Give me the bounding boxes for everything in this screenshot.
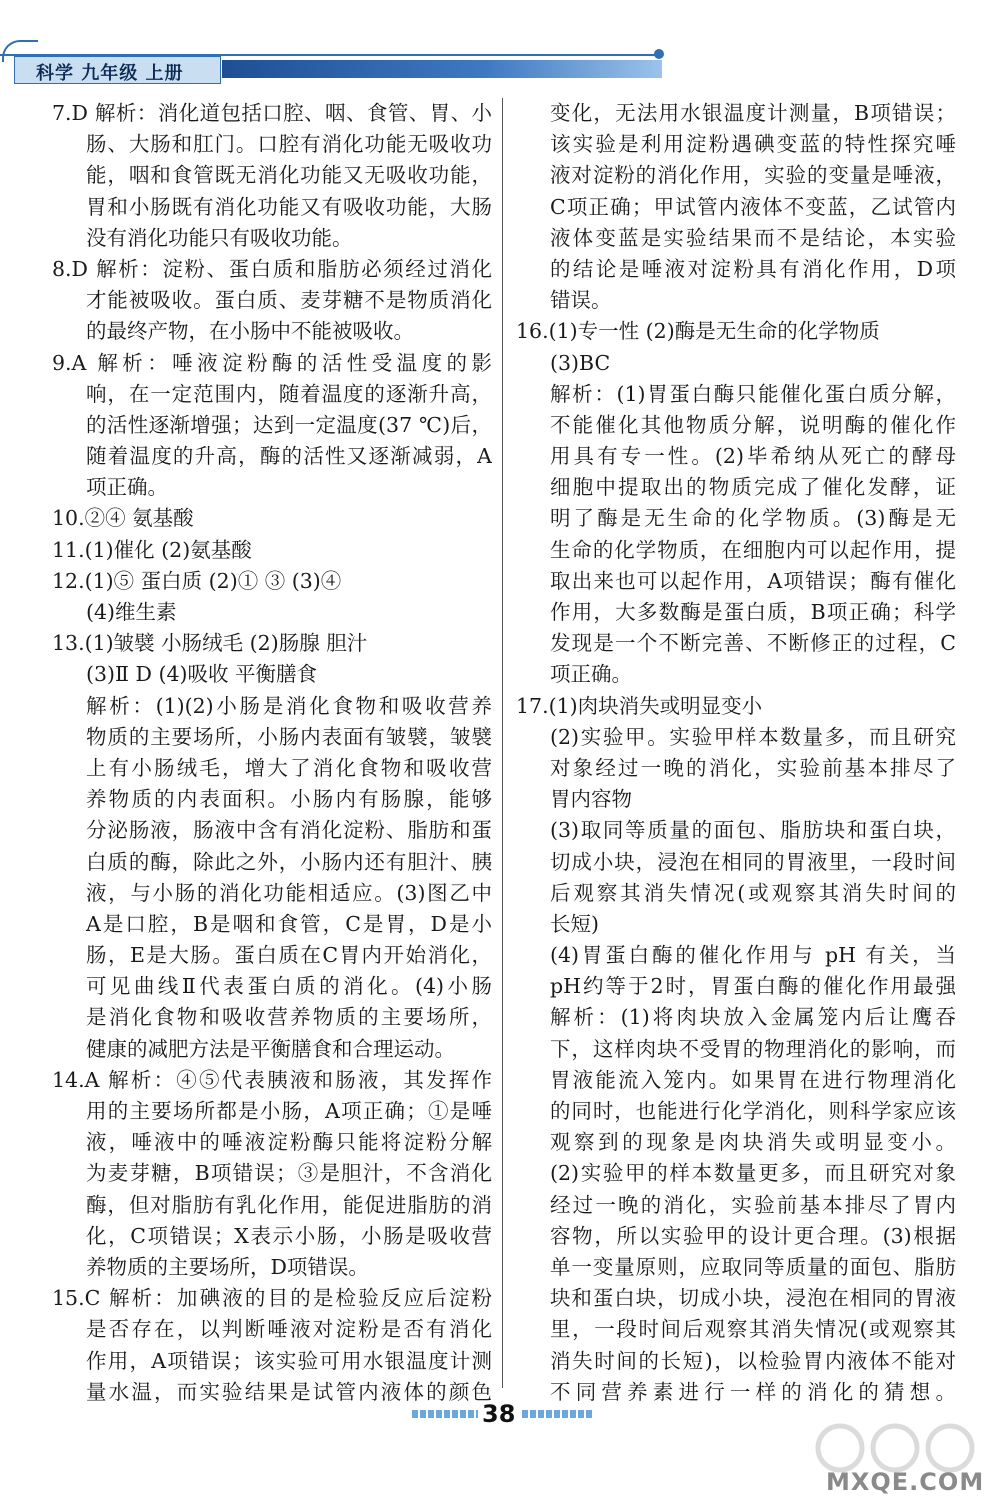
left-column-line: 响，在一定范围内，随着温度的逐渐升高， xyxy=(86,381,492,406)
watermark-text: MXQE.COM xyxy=(826,1468,985,1496)
right-column-line: 后观察其消失情况(或观察其消失时间的 xyxy=(550,880,956,905)
footer-ornament-left xyxy=(412,1410,478,1418)
right-column-line: 单一变量原则，应取同等质量的面包、脂肪 xyxy=(550,1254,956,1279)
left-column-line: 可见曲线Ⅱ代表蛋白质的消化。(4)小肠 xyxy=(86,974,492,999)
left-column-line: 量水温，而实验结果是试管内液体的颜色 xyxy=(86,1379,492,1404)
right-column-line: 取出来也可以起作用，A项错误；酶有催化 xyxy=(550,568,956,593)
left-column-line: 能，咽和食管既无消化功能又无吸收功能， xyxy=(86,163,492,188)
left-column-line: 是消化食物和吸收营养物质的主要场所， xyxy=(86,1005,492,1030)
left-column-line: 液，与小肠的消化功能相适应。(3)图乙中 xyxy=(86,880,492,905)
right-column-line: (3)BC xyxy=(550,350,611,375)
left-column-line: 上有小肠绒毛，增大了消化食物和吸收营 xyxy=(86,755,492,780)
right-column-line: 对象经过一晚的消化，实验前基本排尽了 xyxy=(550,755,956,780)
page-number: 38 xyxy=(482,1400,516,1428)
page-header xyxy=(0,40,670,84)
left-column-line: 解析：(1)(2)小肠是消化食物和吸收营养 xyxy=(86,693,492,718)
right-column-line: (3)取同等质量的面包、脂肪块和蛋白块， xyxy=(550,818,956,843)
right-column-line: 胃液能流入笼内。如果胃在进行物理消化 xyxy=(550,1067,956,1092)
left-column-line: 项正确。 xyxy=(86,475,168,500)
right-column-line: 长短) xyxy=(550,911,599,936)
right-column-line: 项正确。 xyxy=(550,662,632,687)
right-column-line: C项正确；甲试管内液体不变蓝，乙试管内 xyxy=(550,194,956,219)
right-column-line: 胃内容物 xyxy=(550,787,632,812)
right-column-line: 16.(1)专一性 (2)酶是无生命的化学物质 xyxy=(516,319,880,344)
right-column-line: 17.(1)肉块消失或明显变小 xyxy=(516,693,763,718)
right-column-line: 的同时，也能进行化学消化，则科学家应该 xyxy=(550,1099,956,1123)
right-column-line: 消失时间的长短)，以检验胃内液体不能对 xyxy=(550,1348,956,1373)
right-column-line: (2)实验甲的样本数量更多，而且研究对象 xyxy=(550,1161,956,1186)
left-column-line: 14.A 解析：④⑤代表胰液和肠液，其发挥作 xyxy=(52,1067,492,1092)
footer-ornament-right xyxy=(522,1410,592,1418)
left-column-line: 白质的酶，除此之外，小肠内还有胆汁、胰 xyxy=(86,849,492,874)
header-bar xyxy=(222,60,662,78)
right-column-line: 解析：(1)将肉块放入金属笼内后让鹰吞 xyxy=(550,1005,956,1030)
left-column-line: 液，唾液中的唾液淀粉酶只能将淀粉分解 xyxy=(86,1130,492,1155)
left-column-line: 随着温度的升高，酶的活性又逐渐减弱，A xyxy=(86,444,492,469)
left-column-line: 的活性逐渐增强；达到一定温度(37 ℃)后， xyxy=(86,412,492,437)
left-column-line: (4)维生素 xyxy=(86,600,177,624)
right-column-line: 细胞中提取出的物质完成了催化发酵，证 xyxy=(550,475,956,500)
left-column-line: 15.C 解析：加碘液的目的是检验反应后淀粉 xyxy=(52,1286,492,1311)
right-column-line: 用具有专一性。(2)毕希纳从死亡的酵母 xyxy=(550,444,956,469)
right-column-line: 液对淀粉的消化作用，实验的变量是唾液， xyxy=(550,163,956,188)
right-column-line: 液体变蓝是实验结果而不是结论，本实验 xyxy=(550,225,956,250)
column-divider xyxy=(502,98,503,1388)
right-column xyxy=(516,98,956,1408)
left-column-line: 8.D 解析：淀粉、蛋白质和脂肪必须经过消化 xyxy=(52,256,492,281)
left-column-line: 作用，A项错误；该实验可用水银温度计测 xyxy=(86,1348,492,1373)
right-column-line: (4)胃蛋白酶的催化作用与 pH 有关，当 xyxy=(550,943,956,968)
left-column-line: 物质的主要场所，小肠内表面有皱襞，皱襞 xyxy=(86,724,492,749)
right-column-line: 明了酶是无生命的化学物质。(3)酶是无 xyxy=(550,506,956,531)
right-column-line: pH约等于2时，胃蛋白酶的催化作用最强 xyxy=(550,974,956,999)
left-column-line: A是口腔，B是咽和食管，C是胃，D是小 xyxy=(86,911,492,936)
right-column-line: 变化，无法用水银温度计测量，B项错误； xyxy=(550,101,956,125)
right-column-line: 作用，大多数酶是蛋白质，B项正确；科学 xyxy=(550,600,956,624)
left-column-line: 是否存在，以判断唾液对淀粉是否有消化 xyxy=(86,1317,492,1342)
left-column-line: 养物质的内表面积。小肠内有肠腺，能够 xyxy=(86,787,492,812)
left-column-line: 健康的减肥方法是平衡膳食和合理运动。 xyxy=(86,1036,455,1061)
left-column-line: 12.(1)⑤ 蛋白质 (2)① ③ (3)④ xyxy=(52,568,342,593)
right-column-line: 发现是一个不断完善、不断修正的过程，C xyxy=(550,631,956,656)
right-column-line: 切成小块，浸泡在相同的胃液里，一段时间 xyxy=(550,849,956,874)
left-column-line: 才能被吸收。蛋白质、麦芽糖不是物质消化 xyxy=(86,288,492,313)
header-dot xyxy=(654,49,664,59)
left-column-line: 肠，E是大肠。蛋白质在C胃内开始消化， xyxy=(86,943,492,968)
book-title: 科学 九年级 上册 xyxy=(36,63,184,84)
right-column-line: 生命的化学物质，在细胞内可以起作用，提 xyxy=(550,537,956,562)
right-column-line: 经过一晚的消化，实验前基本排尽了胃内 xyxy=(550,1192,956,1217)
right-column-line: 不同营养素进行一样的消化的猜想。 xyxy=(550,1379,956,1404)
left-column-line: 没有消化功能只有吸收功能。 xyxy=(86,225,353,250)
left-column-line: 酶，但对脂肪有乳化作用，能促进脂肪的消 xyxy=(86,1192,492,1217)
left-column-line: 养物质的主要场所，D项错误。 xyxy=(86,1254,369,1279)
left-column-line: 胃和小肠既有消化功能又有吸收功能，大肠 xyxy=(86,194,492,219)
right-column-line: 解析：(1)胃蛋白酶只能催化蛋白质分解， xyxy=(550,381,956,406)
left-column-line: 10.②④ 氨基酸 xyxy=(52,506,194,531)
right-column-line: (2)实验甲。实验甲样本数量多，而且研究 xyxy=(550,724,956,749)
left-column-line: 11.(1)催化 (2)氨基酸 xyxy=(52,537,252,562)
left-column-line: 7.D 解析：消化道包括口腔、咽、食管、胃、小 xyxy=(52,101,492,125)
right-column-line: 容物，所以实验甲的设计更合理。(3)根据 xyxy=(550,1223,956,1248)
left-column-line: 的最终产物，在小肠中不能被吸收。 xyxy=(86,319,414,344)
left-column-line: 化，C项错误；X表示小肠，小肠是吸收营 xyxy=(86,1223,492,1248)
right-column-line: 块和蛋白块，切成小块，浸泡在相同的胃液 xyxy=(550,1286,956,1311)
right-column-line: 观察到的现象是肉块消失或明显变小。 xyxy=(550,1130,956,1155)
right-column-line: 下，这样肉块不受胃的物理消化的影响，而 xyxy=(550,1036,956,1061)
left-column-line: (3)Ⅱ D (4)吸收 平衡膳食 xyxy=(86,662,317,687)
left-column xyxy=(52,98,492,1408)
left-column-line: 13.(1)皱襞 小肠绒毛 (2)肠腺 胆汁 xyxy=(52,631,368,656)
right-column-line: 的结论是唾液对淀粉具有消化作用，D项 xyxy=(550,256,956,281)
left-column-line: 分泌肠液，肠液中含有消化淀粉、脂肪和蛋 xyxy=(86,818,492,843)
right-column-line: 里，一段时间后观察其消失情况(或观察其 xyxy=(550,1317,956,1342)
right-column-line: 错误。 xyxy=(550,288,612,313)
left-column-line: 9.A 解析：唾液淀粉酶的活性受温度的影 xyxy=(52,350,492,375)
left-column-line: 为麦芽糖，B项错误；③是胆汁，不含消化 xyxy=(86,1161,492,1186)
left-column-line: 肠、大肠和肛门。口腔有消化功能无吸收功 xyxy=(86,132,492,157)
left-column-line: 用的主要场所都是小肠，A项正确；①是唾 xyxy=(86,1099,492,1123)
right-column-line: 该实验是利用淀粉遇碘变蓝的特性探究唾 xyxy=(550,132,956,157)
right-column-line: 不能催化其他物质分解，说明酶的催化作 xyxy=(550,412,956,437)
